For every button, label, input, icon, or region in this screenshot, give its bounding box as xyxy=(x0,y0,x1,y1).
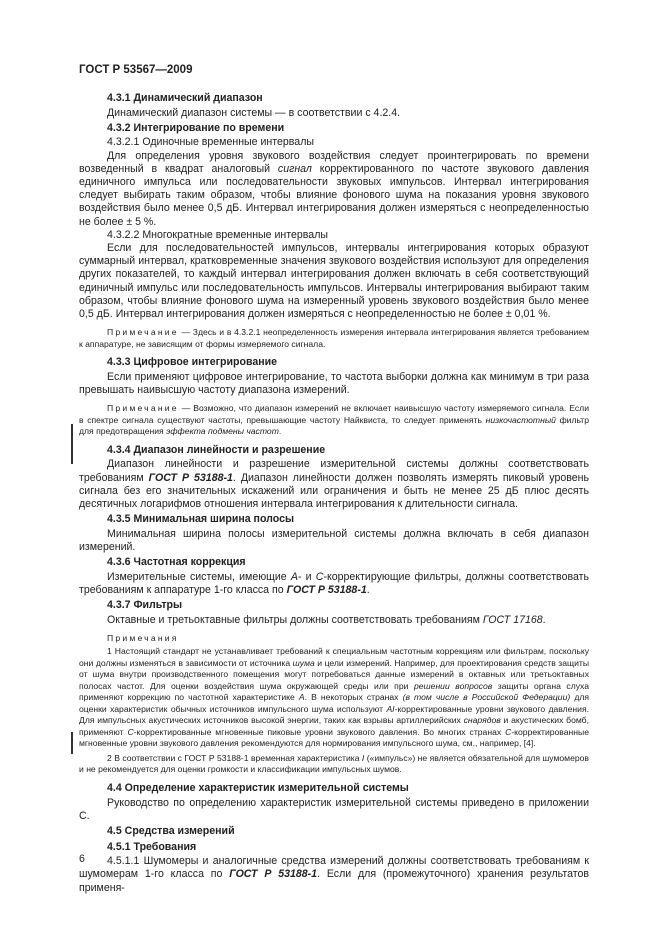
paragraph: Диапазон линейности и разрешение измерительной системы должны соответствовать требованиям ГОСТ Р 53188-1. Диапазон линейности должен позволять измерять пиковый уровень сигнала без его значительных искажений или ограничения и быть не менее 25 дБ плюс десять десятичных логарифмов отношения интервала интегрирования к длительности сигнала. xyxy=(79,458,589,510)
paragraph: Если применяют цифровое интегрирование, то частота выборки должна как минимум в три раза превышать наивысшую частоту диапазона измерений. xyxy=(79,370,589,397)
page-number: 6 xyxy=(79,853,85,865)
section-heading: 4.3.5 Минимальная ширина полосы xyxy=(107,513,295,526)
subsection-title: 4.3.2.1 Одиночные временные интервалы xyxy=(107,136,314,149)
paragraph: Октавные и третьоктавные фильтры должны соответствовать требованиям ГОСТ 17168. xyxy=(107,613,546,626)
change-bar xyxy=(71,424,73,464)
section-heading: 4.3.6 Частотная коррекция xyxy=(107,556,246,569)
section-heading: 4.3.3 Цифровое интегрирование xyxy=(107,356,278,369)
paragraph: Для определения уровня звукового воздействия следует проинтегрировать по времени возведенный в квадрат аналоговый сигнал корректированного по частоте звукового давления единичного импульса или последовательности звуковых импульсов. Интервал интегрирования следует выбирать таким образом, чтобы влияние фонового шума на показания уровня звукового воздействия было менее 0,5 дБ. Интервал интегрирования должен измеряться с неопределенностью не более ± 5 %. xyxy=(79,149,589,228)
paragraph: Динамический диапазон системы — в соответствии с 4.2.4. xyxy=(107,106,401,119)
paragraph: Минимальная ширина полосы измерительной системы должна включать в себя диапазон измерений. xyxy=(79,527,589,553)
paragraph: 4.5.1.1 Шумомеры и аналогичные средства измерений должны соответствовать требованиям к шумомерам 1-го класса по ГОСТ Р 53188-1. Если для (промежуточного) хранения результатов применя- xyxy=(79,855,590,894)
section-heading: 4.3.2 Интегрирование по времени xyxy=(107,121,285,134)
note: 2 В соответствии с ГОСТ Р 53188-1 временная характеристика I («импульс») не является обязательной для шумомеров и не рекомендуется для оценки громкости и классификации импульсных шумов. xyxy=(79,752,589,775)
note: Примечание — Возможно, что диапазон измерений не включает наивысшую частоту измеряемого сигнала. Если в спектре сигнала существуют частоты, превышающие частоту Найквиста, то следует применять низкочастотный фильтр для предотвращения эффекта подмены частот. xyxy=(79,403,589,437)
section-heading: 4.4 Определение характеристик измерительной системы xyxy=(107,781,409,794)
paragraph: Измерительные системы, имеющие A- и C-корректирующие фильтры, должны соответствовать требованиям к аппаратуре 1-го класса по ГОСТ Р 53188-1. xyxy=(79,570,589,596)
paragraph: Руководство по определению характеристик измерительной системы приведено в приложении С. xyxy=(79,796,589,822)
subsection-heading: 4.5.1 Требования xyxy=(107,840,197,853)
document-body xyxy=(79,90,589,895)
section-heading: 4.3.4 Диапазон линейности и разрешение xyxy=(107,443,326,456)
section-heading: 4.3.1 Динамический диапазон xyxy=(107,92,263,104)
paragraph: Если для последовательностей импульсов, интервалы интегрирования которых образуют суммарный интервал, кратковременные значения звукового воздействия используют для определения других показателей, то каждый интервал интегрирования должен включать в себя соответствующий единичный импульс или последовательность импульсов. Интервалы интегрирования выбирают таким образом, чтобы влияние фонового шума на измеренный уровень звукового воздействия было менее 0,5 дБ. Интервал интегрирования должен измеряться с неопределенностью не более ± 0,01 %. xyxy=(79,242,589,321)
section-heading: 4.3.7 Фильтры xyxy=(107,599,183,612)
section-heading: 4.5 Средства измерений xyxy=(107,824,235,837)
note: Примечание — Здесь и в 4.3.2.1 неопределенность измерения интервала интегрирования является требованием к аппаратуре, не зависящим от формы измеряемого сигнала. xyxy=(79,327,589,349)
note: 1 Настоящий стандарт не устанавливает требований к специальным частотным коррекциям или фильтрам, поскольку они должны изменяться в зависимости от источника шума и цели измерений. Например, для проектирования средств защиты от шума внутри производственного помещения могут потребоваться данные измерений в октавных или третьоктавных полосах частот. Для оценки воздействия шума окружающей среды или при решении вопросов защиты органа слуха применяют коррекцию по частотной характеристике A. В некоторых странах (в том числе в Российской Федерации) для оценки характеристик обычных источников импульсного шума используют AI-корректированные уровни звукового давления. Для импульсных акустических источников высокой энергии, таких как взрывы артиллерийских снарядов и акустических бомб, применяют C-корректированные мгновенные пиковые уровни звукового давления. Во многих странах C-корректированные мгновенные уровни звукового давления рекомендуются для нормирования импульсного шума, см., например, [4]. xyxy=(79,646,590,749)
document-header: ГОСТ Р 53567—2009 xyxy=(79,64,193,76)
notes-label: Примечания xyxy=(107,632,179,643)
subsection-title: 4.3.2.2 Многократные временные интервалы xyxy=(107,228,328,241)
change-bar xyxy=(71,732,73,754)
